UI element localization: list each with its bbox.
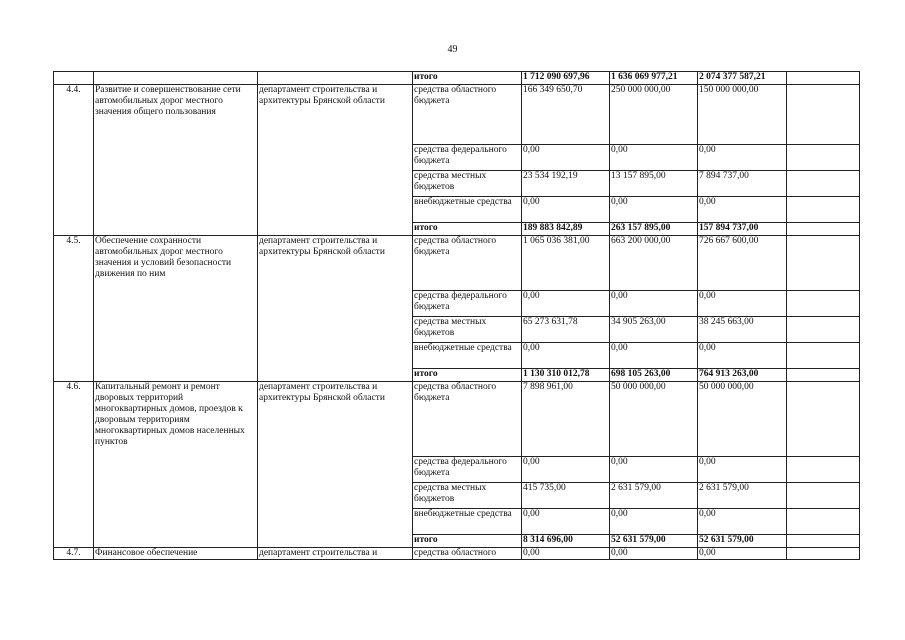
value-cell: 0,00 [522,343,610,369]
value-cell: 0,00 [610,343,698,369]
section-code: 4.4. [54,85,94,236]
empty-cell [787,535,860,548]
empty-cell [787,457,860,483]
value-cell: 65 273 631,78 [522,317,610,343]
value-cell: 250 000 000,00 [610,85,698,145]
value-cell: 663 200 000,00 [610,236,698,291]
value-cell: 1 712 090 697,96 [522,72,610,85]
value-cell: 0,00 [610,509,698,535]
empty-cell [787,236,860,291]
section-executor: департамент строительства и архитектуры Брянской области [258,236,413,382]
table-row-top-total [54,72,860,85]
funding-source: средства областного бюджета [413,382,522,457]
value-cell: 157 894 737,00 [698,223,787,236]
value-cell: 150 000 000,00 [698,85,787,145]
empty-cell [787,548,860,560]
value-cell: 2 631 579,00 [610,483,698,509]
value-cell: 0,00 [522,197,610,223]
section-name: Капитальный ремонт и ремонт дворовых территорий многоквартирных домов, проездов к дворовым территориям многоквартирных домов населенных пунктов [94,382,258,548]
table-row [54,85,860,145]
section-name: Финансовое обеспечение [94,548,258,560]
table-row [54,236,860,291]
value-cell: 0,00 [698,509,787,535]
section-code: 4.5. [54,236,94,382]
value-cell: 0,00 [522,145,610,171]
value-cell: 50 000 000,00 [698,382,787,457]
funding-source: средства федерального бюджета [413,291,522,317]
section-executor: департамент строительства и архитектуры Брянской области [258,85,413,236]
value-cell: 263 157 895,00 [610,223,698,236]
value-cell: 1 130 310 012,78 [522,369,610,382]
funding-source: средства местных бюджетов [413,171,522,197]
section-name: Развитие и совершенствование сети автомобильных дорог местного значения общего пользования [94,85,258,236]
funding-source: средства местных бюджетов [413,483,522,509]
value-cell: 166 349 650,70 [522,85,610,145]
funding-source: средства областного [413,548,522,560]
value-cell: 0,00 [522,457,610,483]
value-cell: 726 667 600,00 [698,236,787,291]
value-cell: 7 894 737,00 [698,171,787,197]
funding-source: итого [413,535,522,548]
value-cell: 52 631 579,00 [698,535,787,548]
empty-cell [787,369,860,382]
section-name: Обеспечение сохранности автомобильных дорог местного значения и условий безопасности движения по ним [94,236,258,382]
value-cell: 0,00 [610,145,698,171]
funding-source: средства федерального бюджета [413,457,522,483]
table-row [54,382,860,457]
executor-cell [258,72,413,85]
funding-source: средства местных бюджетов [413,317,522,343]
empty-cell [787,85,860,145]
funding-source: средства федерального бюджета [413,145,522,171]
value-cell: 0,00 [698,343,787,369]
value-cell: 0,00 [698,291,787,317]
value-cell: 0,00 [610,457,698,483]
section-executor: департамент строительства и архитектуры Брянской области [258,382,413,548]
empty-cell [787,171,860,197]
section-executor: департамент строительства и [258,548,413,560]
empty-cell [787,291,860,317]
section-code: 4.6. [54,382,94,548]
value-cell: 0,00 [698,548,787,560]
page-number: 49 [447,44,458,55]
empty-cell [787,197,860,223]
value-cell: 0,00 [698,457,787,483]
funding-source: средства областного бюджета [413,236,522,291]
value-cell: 7 898 961,00 [522,382,610,457]
funding-source: внебюджетные средства [413,343,522,369]
value-cell: 189 883 842,89 [522,223,610,236]
empty-cell [787,317,860,343]
name-cell [94,72,258,85]
empty-cell [787,223,860,236]
empty-cell [787,382,860,457]
funding-source: средства областного бюджета [413,85,522,145]
value-cell: 0,00 [698,197,787,223]
section-code: 4.7. [54,548,94,560]
value-cell: 13 157 895,00 [610,171,698,197]
funding-source: итого [413,223,522,236]
empty-cell [787,343,860,369]
empty-cell [787,72,860,85]
funding-source: итого [413,369,522,382]
value-cell: 38 245 663,00 [698,317,787,343]
value-cell: 698 105 263,00 [610,369,698,382]
table-row [54,548,860,560]
value-cell: 0,00 [610,197,698,223]
funding-source: внебюджетные средства [413,509,522,535]
value-cell: 34 905 263,00 [610,317,698,343]
value-cell: 50 000 000,00 [610,382,698,457]
empty-cell [787,509,860,535]
value-cell: 415 735,00 [522,483,610,509]
value-cell: 0,00 [522,509,610,535]
value-cell: 0,00 [522,291,610,317]
source-cell: итого [413,72,522,85]
code-cell [54,72,94,85]
empty-cell [787,483,860,509]
value-cell: 2 074 377 587,21 [698,72,787,85]
value-cell: 0,00 [698,145,787,171]
value-cell: 764 913 263,00 [698,369,787,382]
budget-table [53,71,860,560]
value-cell: 8 314 696,00 [522,535,610,548]
value-cell: 1 636 069 977,21 [610,72,698,85]
value-cell: 0,00 [610,548,698,560]
value-cell: 0,00 [522,548,610,560]
funding-source: внебюджетные средства [413,197,522,223]
empty-cell [787,145,860,171]
value-cell: 52 631 579,00 [610,535,698,548]
value-cell: 2 631 579,00 [698,483,787,509]
value-cell: 1 065 036 381,00 [522,236,610,291]
value-cell: 0,00 [610,291,698,317]
value-cell: 23 534 192,19 [522,171,610,197]
